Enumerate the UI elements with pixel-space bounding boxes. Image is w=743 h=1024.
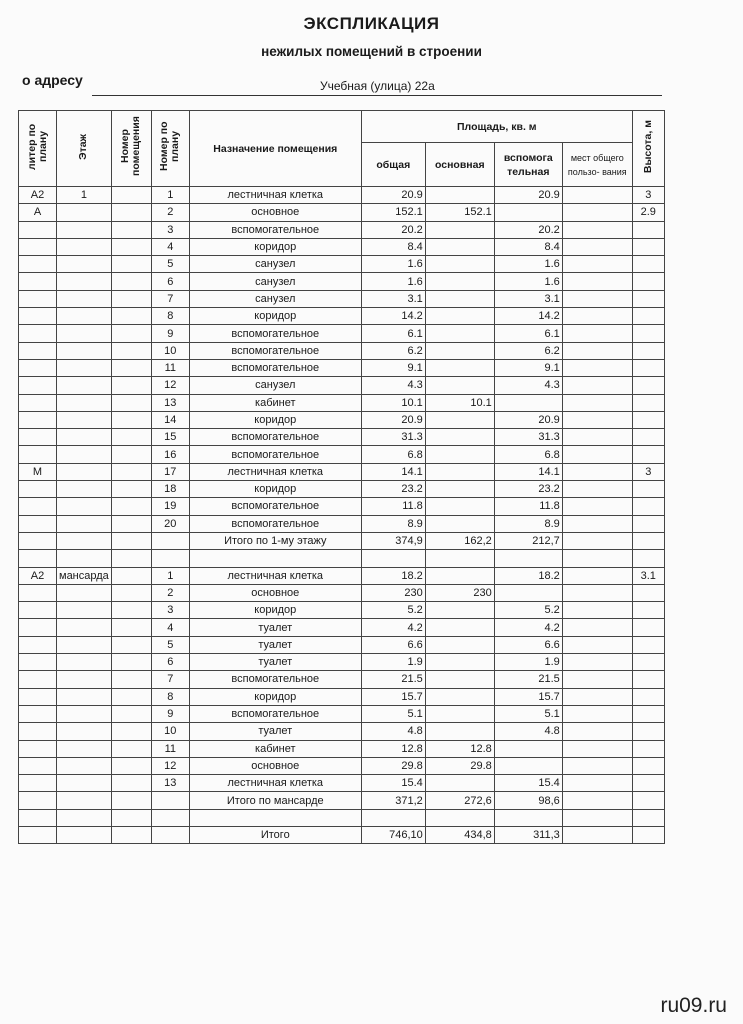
table-row: 6 санузел 1.6 1.6 bbox=[19, 273, 665, 290]
col-liter: литер по плану bbox=[19, 111, 57, 187]
table-row: 7 вспомогательное 21.5 21.5 bbox=[19, 671, 665, 688]
table-row: 9 вспомогательное 5.1 5.1 bbox=[19, 705, 665, 722]
table-row: 3 коридор 5.2 5.2 bbox=[19, 602, 665, 619]
table-row: 13 кабинет 10.1 10.1 bbox=[19, 394, 665, 411]
col-common: мест общего пользо- вания bbox=[562, 143, 632, 187]
table-row: 12 основное 29.8 29.8 bbox=[19, 757, 665, 774]
table-row: 20 вспомогательное 8.9 8.9 bbox=[19, 515, 665, 532]
table-row: 15 вспомогательное 31.3 31.3 bbox=[19, 429, 665, 446]
document-title: ЭКСПЛИКАЦИЯ bbox=[303, 14, 440, 33]
table-row: 2 основное 230 230 bbox=[19, 584, 665, 601]
table-row: 6 туалет 1.9 1.9 bbox=[19, 654, 665, 671]
table-row: 7 санузел 3.1 3.1 bbox=[19, 290, 665, 307]
table-row: 9 вспомогательное 6.1 6.1 bbox=[19, 325, 665, 342]
address-value: Учебная (улица) 22а bbox=[320, 79, 435, 93]
table-row: М 17 лестничная клетка 14.1 14.1 3 bbox=[19, 463, 665, 480]
col-aux: вспомога тельная bbox=[494, 143, 562, 187]
blank-row bbox=[19, 550, 665, 567]
table-row: 11 кабинет 12.8 12.8 bbox=[19, 740, 665, 757]
table-row: 10 туалет 4.8 4.8 bbox=[19, 723, 665, 740]
blank-row bbox=[19, 809, 665, 826]
table-row: 14 коридор 20.9 20.9 bbox=[19, 411, 665, 428]
table-row: 18 коридор 23.2 23.2 bbox=[19, 481, 665, 498]
col-main: основная bbox=[425, 143, 494, 187]
total-row: Итого 746,10 434,8 311,3 bbox=[19, 826, 665, 843]
watermark: ru09.ru bbox=[660, 994, 727, 1017]
address-underline bbox=[92, 95, 662, 96]
table-row: 16 вспомогательное 6.8 6.8 bbox=[19, 446, 665, 463]
explication-table bbox=[18, 110, 665, 844]
table-row: 5 санузел 1.6 1.6 bbox=[19, 256, 665, 273]
table-row: 10 вспомогательное 6.2 6.2 bbox=[19, 342, 665, 359]
total-row: Итого по 1-му этажу 374,9 162,2 212,7 bbox=[19, 532, 665, 549]
table-row: 4 туалет 4.2 4.2 bbox=[19, 619, 665, 636]
table-row: А2 1 1 лестничная клетка 20.9 20.9 3 bbox=[19, 187, 665, 204]
col-floor: Этаж bbox=[57, 111, 112, 187]
table-row: 13 лестничная клетка 15.4 15.4 bbox=[19, 775, 665, 792]
col-area-group: Площадь, кв. м bbox=[361, 111, 632, 143]
table-row: 12 санузел 4.3 4.3 bbox=[19, 377, 665, 394]
total-row: Итого по мансарде 371,2 272,6 98,6 bbox=[19, 792, 665, 809]
col-height: Высота, м bbox=[632, 111, 664, 187]
table-row: 3 вспомогательное 20.2 20.2 bbox=[19, 221, 665, 238]
col-room-no: Номер помещения bbox=[111, 111, 151, 187]
table-row: 8 коридор 15.7 15.7 bbox=[19, 688, 665, 705]
table-row: 8 коридор 14.2 14.2 bbox=[19, 308, 665, 325]
col-total: общая bbox=[361, 143, 425, 187]
document-subtitle: нежилых помещений в строении bbox=[261, 44, 482, 59]
table-row: 4 коридор 8.4 8.4 bbox=[19, 238, 665, 255]
table-row: А2 мансарда 1 лестничная клетка 18.2 18.2 3.1 bbox=[19, 567, 665, 584]
table-row: 5 туалет 6.6 6.6 bbox=[19, 636, 665, 653]
col-plan-no: Номер по плану bbox=[151, 111, 189, 187]
col-purpose: Назначение помещения bbox=[189, 111, 361, 187]
table-row: 11 вспомогательное 9.1 9.1 bbox=[19, 359, 665, 376]
table-row: А 2 основное 152.1 152.1 2.9 bbox=[19, 204, 665, 221]
table-row: 19 вспомогательное 11.8 11.8 bbox=[19, 498, 665, 515]
address-label: о адресу bbox=[22, 72, 83, 88]
